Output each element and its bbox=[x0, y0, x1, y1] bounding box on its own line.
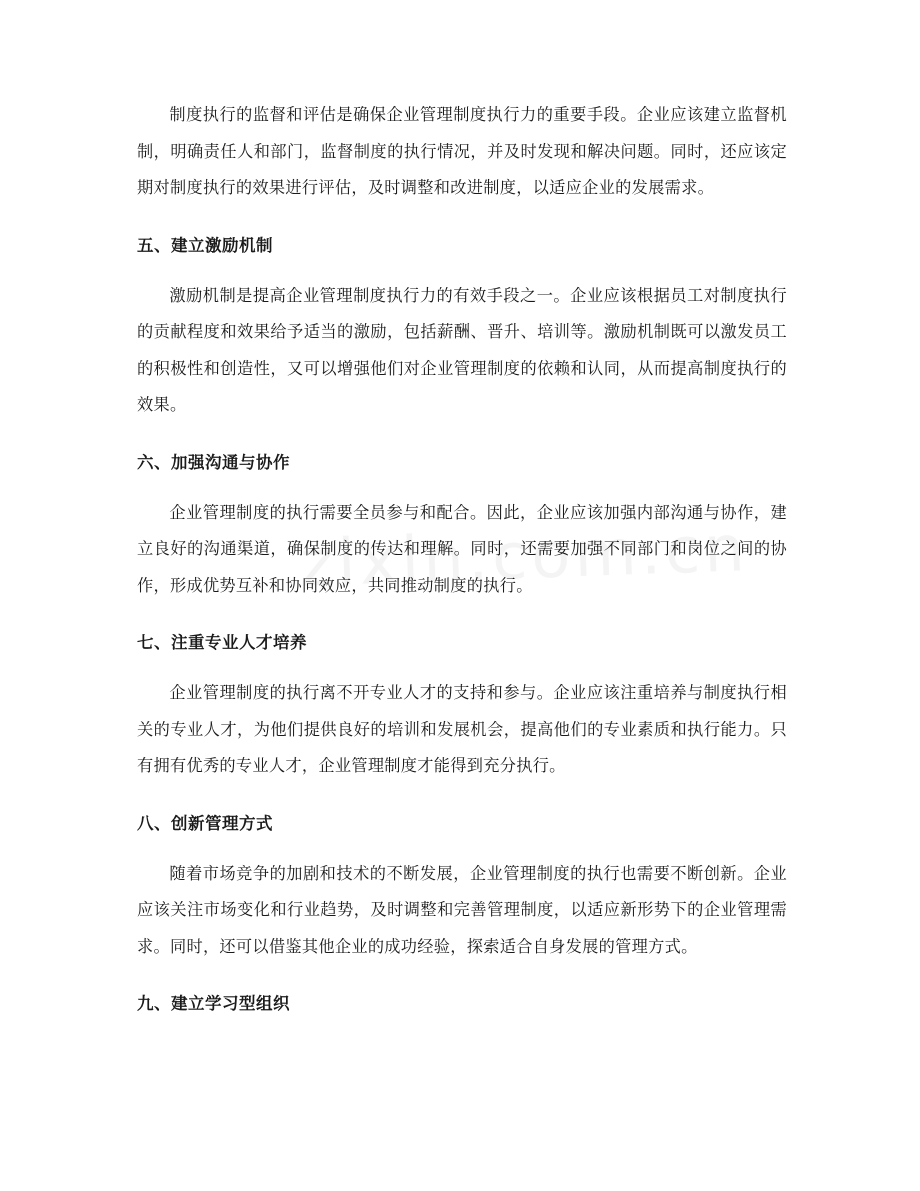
heading-learning-organization: 九、建立学习型组织 bbox=[137, 994, 290, 1013]
heading-incentive-mechanism: 五、建立激励机制 bbox=[137, 235, 273, 255]
paragraph-incentive-mechanism: 激励机制是提高企业管理制度执行力的有效手段之一。企业应该根据员工对制度执行的贡献程度和效果给予适当的激励，包括薪酬、晋升、培训等。激励机制既可以激发员工的积极性和创造性，又可以增强他们对企业管理制度的依赖和认同，从而提高制度执行的效果。 bbox=[137, 285, 787, 414]
heading-communication: 六、加强沟通与协作 bbox=[137, 452, 290, 472]
paragraph-communication: 企业管理制度的执行需要全员参与和配合。因此，企业应该加强内部沟通与协作，建立良好的沟通渠道，确保制度的传达和理解。同时，还需要加强不同部门和岗位之间的协作，形成优势互补和协同效应，共同推动制度的执行。 bbox=[137, 502, 787, 595]
heading-innovation: 八、创新管理方式 bbox=[137, 813, 273, 833]
paragraph-talent-training: 企业管理制度的执行离不开专业人才的支持和参与。企业应该注重培养与制度执行相关的专业人才，为他们提供良好的培训和发展机会，提高他们的专业素质和执行能力。只有拥有优秀的专业人才，企业管理制度才能得到充分执行。 bbox=[137, 683, 787, 775]
document-body bbox=[137, 97, 787, 1016]
paragraph-supervision: 制度执行的监督和评估是确保企业管理制度执行力的重要手段。企业应该建立监督机制，明确责任人和部门，监督制度的执行情况，并及时发现和解决问题。同时，还应该定期对制度执行的效果进行评估，及时调整和改进制度，以适应企业的发展需求。 bbox=[137, 105, 787, 197]
heading-talent-training: 七、注重专业人才培养 bbox=[137, 633, 307, 652]
paragraph-innovation: 随着市场竞争的加剧和技术的不断发展，企业管理制度的执行也需要不断创新。企业应该关注市场变化和行业趋势，及时调整和完善管理制度，以适应新形势下的企业管理需求。同时，还可以借鉴其他企业的成功经验，探索适合自身发展的管理方式。 bbox=[137, 863, 787, 956]
